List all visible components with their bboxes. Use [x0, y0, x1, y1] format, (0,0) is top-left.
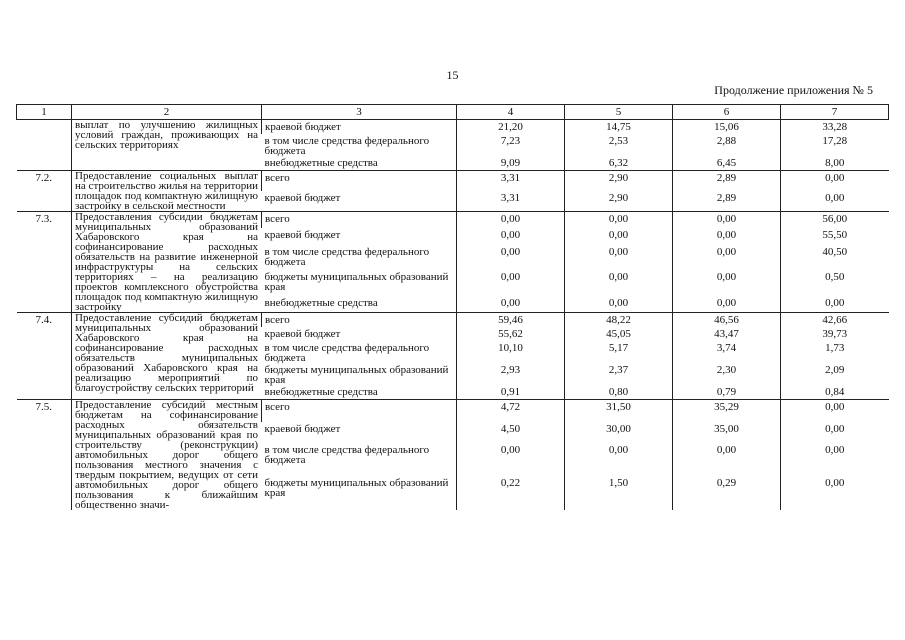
amount-cell: 0,00	[565, 270, 673, 296]
amount-cell: 59,46	[457, 313, 565, 328]
column-number: 2	[72, 105, 262, 120]
amount-cell: 15,06	[673, 120, 781, 135]
column-number: 3	[262, 105, 457, 120]
amount-cell: 0,29	[673, 476, 781, 510]
amount-cell: 6,32	[565, 156, 673, 171]
table-row	[17, 313, 889, 328]
amount-cell: 0,00	[673, 270, 781, 296]
column-number: 4	[457, 105, 565, 120]
amount-cell: 9,09	[457, 156, 565, 171]
funding-source: всего	[262, 212, 457, 229]
amount-cell: 55,50	[781, 228, 889, 244]
amount-cell: 0,00	[781, 443, 889, 477]
amount-cell: 45,05	[565, 327, 673, 341]
funding-source: внебюджетные средства	[264, 296, 378, 309]
amount-cell: 2,90	[565, 191, 673, 212]
amount-cell: 0,00	[673, 228, 781, 244]
amount-cell: 42,66	[781, 313, 889, 328]
amount-cell: 0,84	[781, 385, 889, 400]
amount-cell: 40,50	[781, 245, 889, 271]
amount-cell: 2,37	[565, 363, 673, 385]
amount-cell: 55,62	[457, 327, 565, 341]
amount-cell: 3,31	[457, 191, 565, 212]
amount-cell: 2,93	[457, 363, 565, 385]
item-number: 7.4.	[17, 313, 72, 400]
annex-title: Продолжение приложения № 5	[714, 83, 873, 97]
amount-cell: 2,90	[565, 171, 673, 192]
amount-cell: 1,50	[565, 476, 673, 510]
item-number: 7.2.	[17, 171, 72, 212]
amount-cell: 35,29	[673, 400, 781, 422]
column-number: 1	[17, 105, 72, 120]
amount-cell: 3,74	[673, 341, 781, 363]
amount-cell: 0,00	[457, 443, 565, 477]
item-number: 7.5.	[17, 400, 72, 511]
amount-cell: 4,72	[457, 400, 565, 422]
amount-cell: 0,00	[781, 476, 889, 510]
amount-cell: 6,45	[673, 156, 781, 171]
amount-cell: 0,22	[457, 476, 565, 510]
amount-cell: 0,00	[781, 296, 889, 313]
column-number: 7	[781, 105, 889, 120]
table-row	[17, 171, 889, 192]
amount-cell: 0,00	[565, 245, 673, 271]
funding-source: всего	[262, 313, 457, 328]
column-number-row	[17, 105, 889, 120]
funding-source: краевой бюджет	[264, 422, 341, 435]
amount-cell: 0,00	[457, 245, 565, 271]
funding-source: внебюджетные средства	[264, 157, 378, 169]
funding-source: краевой бюджет	[264, 328, 341, 340]
amount-cell: 2,09	[781, 363, 889, 385]
column-number: 6	[673, 105, 781, 120]
amount-cell: 35,00	[673, 422, 781, 443]
amount-cell: 3,31	[457, 171, 565, 192]
item-number: 7.3.	[17, 212, 72, 313]
amount-cell: 4,50	[457, 422, 565, 443]
table-body	[17, 120, 889, 511]
amount-cell: 2,53	[565, 134, 673, 156]
measure-description: Предоставление социальных выплат на строительство жилья на территории площадок под компактную жилищную застройку в сельской местности	[72, 171, 262, 212]
amount-cell: 0,00	[781, 191, 889, 212]
amount-cell: 0,80	[565, 385, 673, 400]
funding-source: в том числе средства федерального бюджета	[264, 342, 430, 364]
amount-cell: 30,00	[565, 422, 673, 443]
amount-cell: 0,00	[457, 228, 565, 244]
item-number	[17, 120, 72, 171]
amount-cell: 0,00	[673, 443, 781, 477]
amount-cell: 8,00	[781, 156, 889, 171]
measure-description: Предоставления субсидии бюджетам муниципальных образований Хабаровского края на софинансирование расходных обязательств на развитие инженерной инфраструктуры на сельских территориях – на реализацию проектов комплексного обустройства площадок под компактную жилищную застройку	[72, 212, 262, 313]
amount-cell: 0,00	[781, 400, 889, 422]
amount-cell: 0,00	[565, 296, 673, 313]
table-row	[17, 120, 889, 135]
amount-cell: 0,00	[673, 296, 781, 313]
funding-source: бюджеты муниципальных образований края	[264, 364, 449, 386]
amount-cell: 0,91	[457, 385, 565, 400]
amount-cell: 0,00	[781, 171, 889, 192]
funding-source: всего	[262, 171, 457, 192]
funding-source: в том числе средства федерального бюджета	[264, 443, 430, 466]
amount-cell: 1,73	[781, 341, 889, 363]
funding-source: всего	[262, 400, 457, 422]
amount-cell: 0,79	[673, 385, 781, 400]
funding-source: бюджеты муниципальных образований края	[264, 477, 449, 500]
amount-cell: 0,00	[565, 228, 673, 244]
funding-source: внебюджетные средства	[264, 386, 378, 398]
table-row	[17, 400, 889, 422]
amount-cell: 2,30	[673, 363, 781, 385]
funding-source: в том числе средства федерального бюджета	[264, 245, 430, 268]
amount-cell: 2,88	[673, 134, 781, 156]
page-number: 15	[446, 68, 459, 82]
funding-source: краевой бюджет	[264, 192, 341, 204]
amount-cell: 21,20	[457, 120, 565, 135]
amount-cell: 2,89	[673, 171, 781, 192]
amount-cell: 10,10	[457, 341, 565, 363]
funding-source: краевой бюджет	[262, 120, 457, 135]
amount-cell: 0,00	[565, 443, 673, 477]
funding-source: краевой бюджет	[264, 229, 341, 242]
amount-cell: 0,00	[673, 212, 781, 229]
amount-cell: 0,00	[457, 212, 565, 229]
amount-cell: 39,73	[781, 327, 889, 341]
amount-cell: 46,56	[673, 313, 781, 328]
amount-cell: 0,00	[781, 422, 889, 443]
amount-cell: 0,00	[457, 270, 565, 296]
amount-cell: 31,50	[565, 400, 673, 422]
table-row	[17, 212, 889, 229]
amount-cell: 0,00	[565, 212, 673, 229]
amount-cell: 14,75	[565, 120, 673, 135]
funding-source: бюджеты муниципальных образований края	[264, 271, 449, 294]
measure-description: Предоставление субсидий бюджетам муниципальных образований Хабаровского края на софинансирование расходных обязательств муниципальных образований Хабаровского края на реализацию мероприятий по благоустройству сельских территорий	[72, 313, 262, 400]
amount-cell: 7,23	[457, 134, 565, 156]
amount-cell: 0,00	[457, 296, 565, 313]
amount-cell: 33,28	[781, 120, 889, 135]
amount-cell: 0,50	[781, 270, 889, 296]
amount-cell: 56,00	[781, 212, 889, 229]
funding-source: в том числе средства федерального бюджета	[264, 135, 430, 157]
amount-cell: 17,28	[781, 134, 889, 156]
amount-cell: 5,17	[565, 341, 673, 363]
column-number: 5	[565, 105, 673, 120]
amount-cell: 48,22	[565, 313, 673, 328]
measure-description: выплат по улучшению жилищных условий граждан, проживающих на сельских территориях	[72, 120, 262, 171]
measure-description: Предоставление субсидий местным бюджетам на софинансирование расходных обязательств муниципальных образований края по строительству (реконструкции) автомобильных дорог общего пользования местного значения с твердым покрытием, ведущих от сети автомобильных дорог общего пользования к ближайшим общественно значи-	[72, 400, 262, 511]
budget-table	[16, 104, 889, 510]
amount-cell: 2,89	[673, 191, 781, 212]
amount-cell: 43,47	[673, 327, 781, 341]
amount-cell: 0,00	[673, 245, 781, 271]
